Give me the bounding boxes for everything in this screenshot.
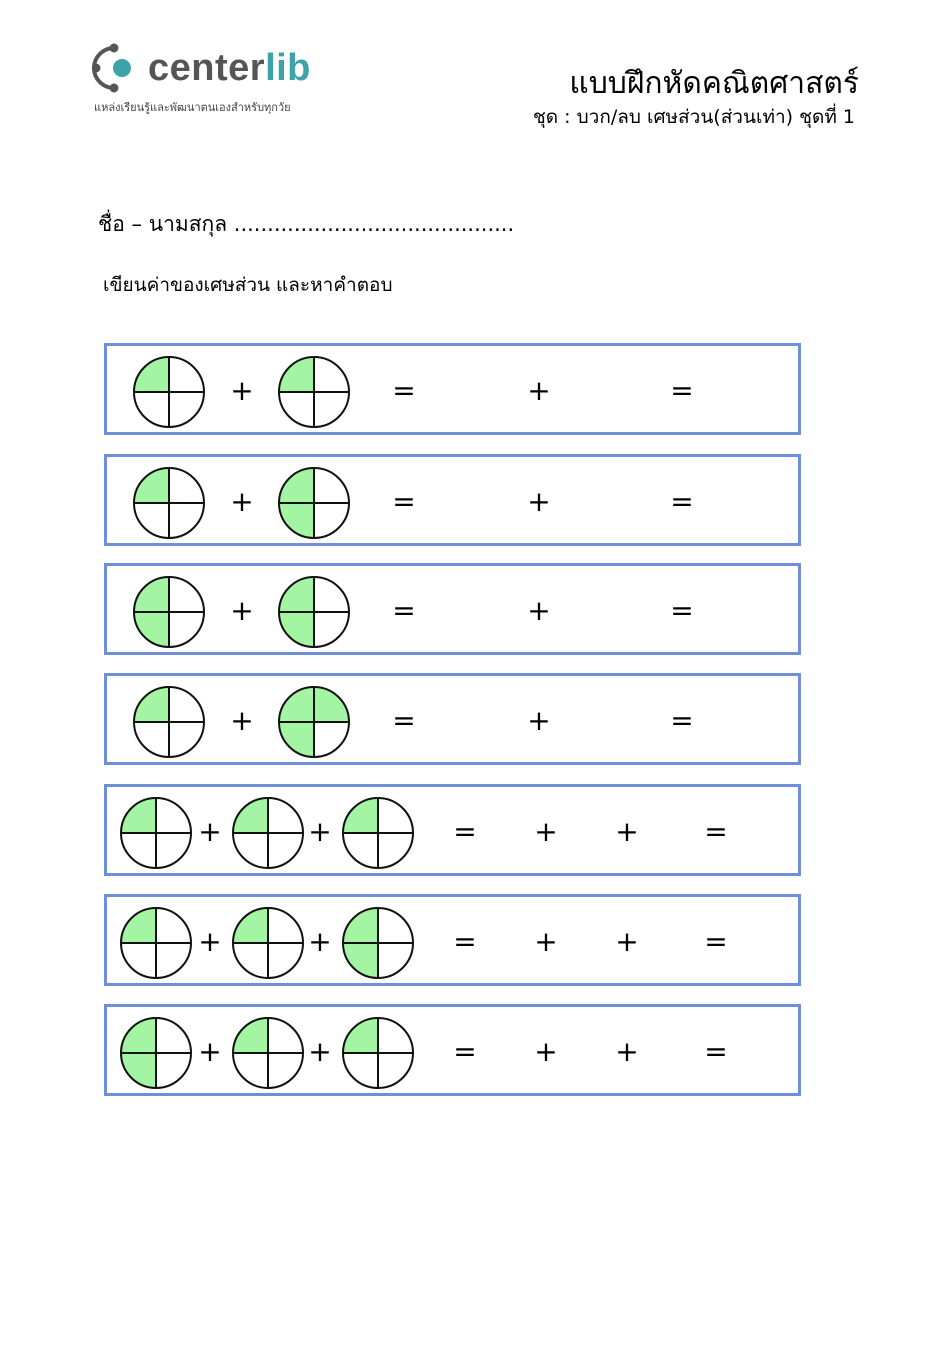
fraction-circle (341, 1016, 415, 1090)
fraction-circle (119, 1016, 193, 1090)
equals-sign: = (392, 594, 416, 627)
problem-row (104, 673, 801, 765)
equals-sign: = (453, 1035, 477, 1068)
fraction-circle (277, 355, 351, 429)
plus-sign: + (230, 374, 254, 407)
result-equals-sign: = (704, 815, 728, 848)
fraction-circle (231, 1016, 305, 1090)
plus-sign: + (198, 1035, 222, 1068)
page-title: แบบฝึกหัดคณิตศาสตร์ (569, 66, 859, 101)
result-equals-sign: = (670, 704, 694, 737)
answer-plus-sign: + (527, 594, 551, 627)
problem-row (104, 784, 801, 876)
logo-wordmark: centerlib (148, 47, 311, 89)
result-equals-sign: = (704, 1035, 728, 1068)
fraction-circle (277, 466, 351, 540)
plus-sign: + (198, 815, 222, 848)
plus-sign: + (308, 925, 332, 958)
answer-plus-sign: + (534, 1035, 558, 1068)
plus-sign: + (230, 594, 254, 627)
answer-plus-sign: + (527, 374, 551, 407)
equals-sign: = (392, 704, 416, 737)
plus-sign: + (198, 925, 222, 958)
fraction-circle (277, 685, 351, 759)
fraction-circle (231, 796, 305, 870)
plus-sign: + (230, 485, 254, 518)
fraction-circle (119, 796, 193, 870)
equals-sign: = (453, 815, 477, 848)
plus-sign: + (308, 815, 332, 848)
equals-sign: = (453, 925, 477, 958)
problem-row (104, 343, 801, 435)
plus-sign: + (230, 704, 254, 737)
name-field-line: ชื่อ – นามสกุล .......................................... (98, 212, 515, 236)
fraction-circle (231, 906, 305, 980)
plus-sign: + (308, 1035, 332, 1068)
fraction-circle (277, 575, 351, 649)
result-equals-sign: = (670, 374, 694, 407)
problem-row (104, 894, 801, 986)
answer-plus-sign: + (527, 704, 551, 737)
answer-plus-sign: + (534, 815, 558, 848)
logo-network-icon (92, 42, 144, 94)
fraction-circle (341, 796, 415, 870)
page-subtitle: ชุด : บวก/ลบ เศษส่วน(ส่วนเท่า) ชุดที่ 1 (532, 106, 855, 128)
result-equals-sign: = (670, 594, 694, 627)
equals-sign: = (392, 485, 416, 518)
result-equals-sign: = (704, 925, 728, 958)
logo-tagline: แหล่งเรียนรู้และพัฒนาตนเองสำหรับทุกวัย (94, 101, 291, 114)
problem-row (104, 563, 801, 655)
equals-sign: = (392, 374, 416, 407)
fraction-circle (341, 906, 415, 980)
answer-plus-sign: + (534, 925, 558, 958)
answer-plus-sign: + (615, 815, 639, 848)
instruction-text: เขียนค่าของเศษส่วน และหาคำตอบ (103, 274, 393, 296)
fraction-circle (132, 355, 206, 429)
fraction-circle (119, 906, 193, 980)
fraction-circle (132, 466, 206, 540)
answer-plus-sign: + (615, 925, 639, 958)
fraction-circle (132, 685, 206, 759)
answer-plus-sign: + (527, 485, 551, 518)
answer-plus-sign: + (615, 1035, 639, 1068)
fraction-circle (132, 575, 206, 649)
centerlib-logo (92, 42, 352, 122)
result-equals-sign: = (670, 485, 694, 518)
problem-row (104, 1004, 801, 1096)
problem-row (104, 454, 801, 546)
